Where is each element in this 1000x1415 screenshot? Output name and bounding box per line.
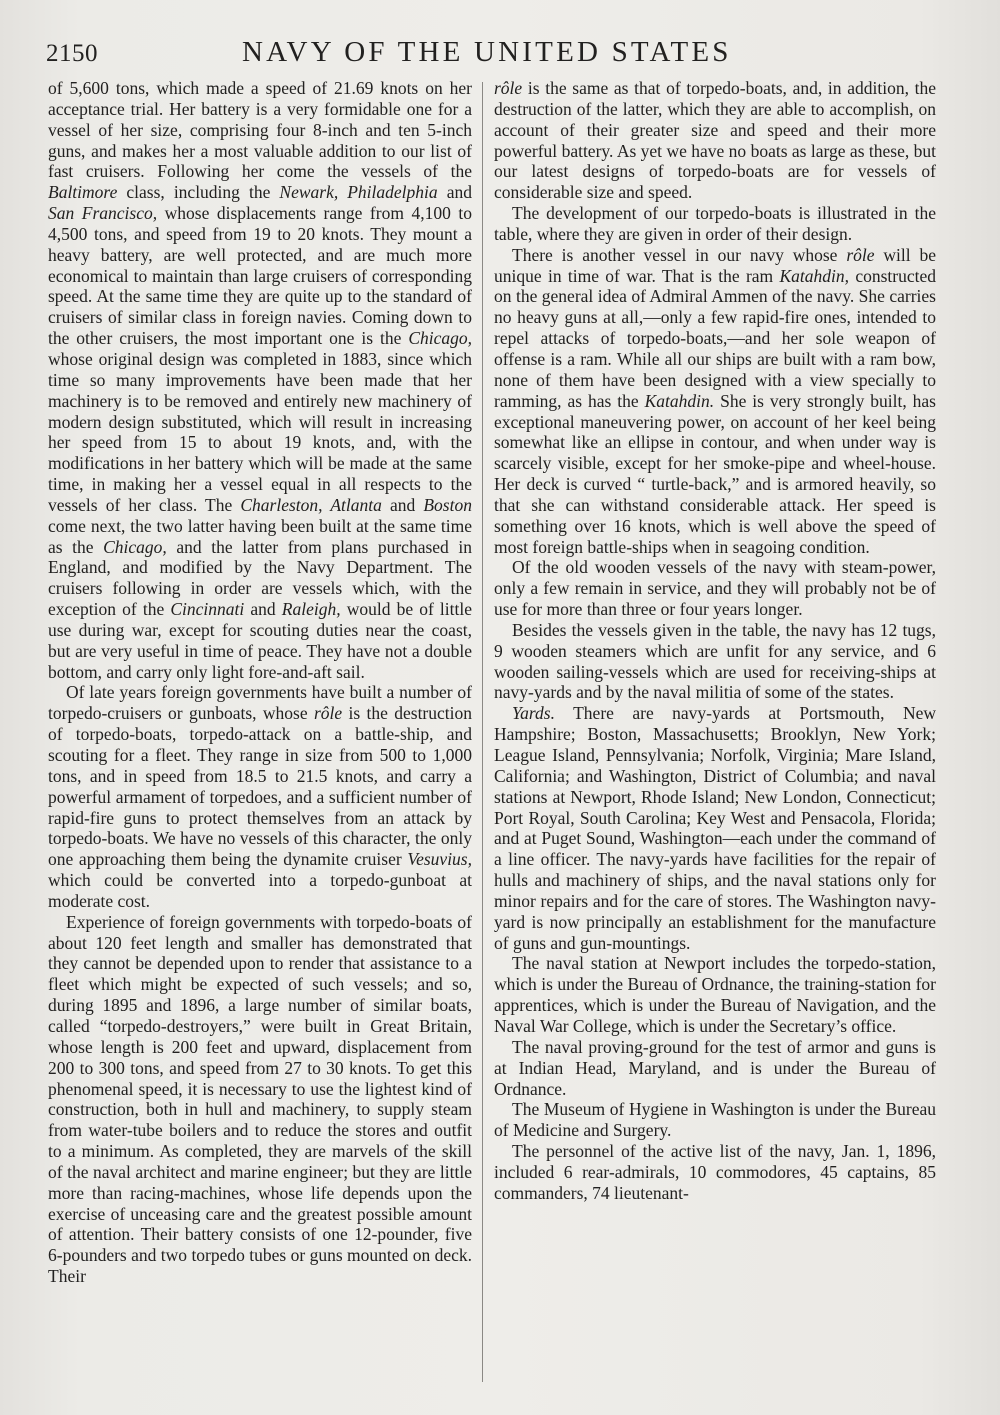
paragraph — [494, 78, 936, 203]
ship-name: Newark, Philadelphia — [279, 182, 438, 203]
text-run: The naval proving-ground for the test of armor and guns is at Indian Head, Maryland, and is under the Bureau of Ordnance. — [494, 1036, 936, 1099]
text-run: come next, the two latter having been built at the same time as the — [48, 515, 472, 557]
ship-name: Chicago, — [408, 328, 472, 349]
paragraph — [48, 682, 472, 911]
ship-name: Katahdin, — [779, 265, 850, 286]
right-column — [494, 78, 936, 1204]
paragraph — [494, 245, 936, 558]
text-run: The development of our torpedo-boats is illustrated in the table, where they are given in order of their design. — [494, 203, 936, 244]
text-run: is the same as that of torpedo-boats, and, in addition, the destruction of the latter, which they are able to accomplish, on account of their greater size and speed and their more powerful battery. As yet we have no boats as large as these, but our latest designs of torpedo-boats are for vessels of considerable size and speed. — [494, 78, 936, 203]
ship-name: Vesuvius, — [407, 849, 472, 870]
italic-term: rôle — [494, 78, 523, 98]
page-number: 2150 — [46, 40, 98, 67]
text-run: The personnel of the active list of the navy, Jan. 1, 1896, included 6 rear-admirals, 10 commodores, 45 captains, 85 commanders, 74 lieutenant- — [494, 1141, 936, 1203]
ship-name: San Francisco, — [48, 203, 158, 224]
section-heading: Yards. — [512, 703, 555, 724]
text-run: and the latter from plans purchased in England, and modified by the Navy Department. The cruisers following in order are vessels which, with the exception of the — [48, 536, 472, 620]
paragraph — [494, 1099, 936, 1141]
paragraph — [494, 620, 936, 703]
paragraph — [494, 953, 936, 1036]
paragraph — [494, 203, 936, 245]
paragraph — [494, 1037, 936, 1100]
text-run: and — [381, 494, 424, 515]
text-run: Besides the vessels given in the table, the navy has 12 tugs, 9 wooden steamers which are unfit for any service, and 6 wooden sailing-vessels which are used for receiving-ships at navy-yards and by the naval militia of some of the states. — [494, 619, 936, 703]
text-run: is the destruction of torpedo-boats, torpedo-attack on a battle-ship, and scouting for a fleet. They range in size from 500 to 1,000 tons, and in speed from 18.5 to 21.5 knots, and carry a powerful armament of torpedoes, and a sufficient number of rapid-fire guns to protect themselves from an attack by torpedo-boats. We have no vessels of this character, the only one approaching them being the dynamite cruiser — [48, 703, 472, 870]
text-run: The naval station at Newport includes the torpedo-station, which is under the Bureau of Ordnance, the training-station for apprentices, which is under the Bureau of Navigation, and the Naval War College, which is under the Secretary’s office. — [494, 953, 936, 1036]
ship-name: Chicago, — [103, 536, 167, 557]
italic-term: rôle — [313, 703, 343, 724]
ship-name: Boston — [423, 494, 472, 515]
ship-name: Cincinnati — [170, 599, 245, 620]
text-run: of 5,600 tons, which made a speed of 21.69 knots on her acceptance trial. Her battery is a very formidable one for a vessel of her size, comprising four 8-inch and ten 5-inch guns, and makes her a most valuable addition to our list of fast cruisers. Following her come the vessels of the — [48, 78, 472, 182]
text-run: Experience of foreign governments with torpedo-boats of about 120 feet length and smaller has demonstrated that they cannot be depended upon to render that assistance to a fleet which might be expected of such vessels; and so, during 1895 and 1896, a large number of similar boats, called “torpedo-destroyers,” were built in Great Britain, whose length is 200 feet and upward, displacement from 200 to 300 tons, and speed from 27 to 30 knots. To get this phenomenal speed, it is necessary to use the lightest kind of construction, both in hull and machinery, to supply steam from water-tube boilers and to reduce the stores and outfit to a minimum. As completed, they are marvels of the skill of the naval architect and marine engineer; but they are little more than racing-machines, whose life depends upon the exercise of unceasing care and the greatest possible amount of attention. Their battery consists of one 12-pounder, five 6-pounders and two torpedo tubes or guns mounted on deck. Their — [48, 911, 472, 1287]
left-column — [48, 78, 472, 1287]
text-run: The Museum of Hygiene in Washington is under the Bureau of Medicine and Surgery. — [494, 1099, 936, 1141]
ship-name: Katahdin. — [644, 390, 715, 411]
text-run: class, including the — [117, 182, 280, 203]
text-run: whose displacements range from 4,100 to 4,500 tons, and speed from 19 to 20 knots. They mount a heavy battery, are well protected, and are much more economical to maintain than large cruisers of corresponding speed. At the same time they are quite up to the standard of cruisers of similar class in foreign navies. Coming down to the other cruisers, the most important one is the — [48, 203, 472, 349]
running-title: NAVY OF THE UNITED STATES — [242, 36, 732, 68]
paragraph — [494, 1141, 936, 1204]
text-run: and — [437, 182, 472, 203]
text-run: She is very strongly built, has exceptional maneuvering power, on account of her keel being somewhat like an ellipse in contour, and when under way is scarcely visible, except for her smoke-pipe and wheel-house. Her deck is curved “ turtle-back,” and is armored heavily, so that she can withstand considerable attack. Her speed is something over 16 knots, which is well above the speed of most foreign battle-ships when in seagoing condition. — [494, 390, 936, 557]
text-run: There are navy-yards at Portsmouth, New Hampshire; Boston, Massachusetts; Brooklyn, New York; League Island, Pennsylvania; Norfolk, Virginia; Mare Island, California; and Washington, District of Columbia; and naval stations at Newport, Rhode Island; New London, Connecticut; Port Royal, South Carolina; Key West and Pensacola, Florida; and at Puget Sound, Washington—each under the command of a line officer. The navy-yards have facilities for the repair of hulls and machinery of ships, and the naval stations only for minor repairs and for the care of stores. The Washington navy-yard is now principally an establishment for the manufacture of guns and gun-mountings. — [494, 703, 936, 953]
text-run: Of the old wooden vessels of the navy with steam-power, only a few remain in service, and they will probably not be of use for more than three or four years longer. — [494, 557, 936, 620]
ship-name: Raleigh, — [281, 599, 341, 620]
paragraph — [48, 78, 472, 682]
text-run: which could be converted into a torpedo-gunboat at moderate cost. — [48, 870, 472, 911]
text-run: will be unique in time of war. That is the ram — [494, 244, 937, 286]
text-run: There is another vessel in our navy whose — [512, 244, 847, 265]
text-run: constructed on the general idea of Admiral Ammen of the navy. She carries no heavy guns at all,—only a few rapid-fire ones, intended to repel attacks of torpedo-boats,—and her sole weapon of offense is a ram. While all our ships are built with a ram bow, none of them have been designed with a view specially to ramming, as has the — [494, 265, 937, 411]
paragraph — [494, 703, 936, 953]
paragraph — [494, 557, 936, 620]
column-divider — [482, 82, 483, 1382]
ship-name: Charleston, Atlanta — [240, 494, 382, 515]
text-run: would be of little use during war, except for scouting duties near the coast, but are very useful in time of peace. They have not a double bottom, and carry only light fore-and-aft sail. — [48, 599, 472, 682]
ship-name: Baltimore — [48, 182, 118, 203]
page-header — [46, 36, 954, 76]
paragraph — [48, 912, 472, 1287]
text-run: whose original design was completed in 1883, since which time so many improvements have been made that her machinery is to be removed and entirely new machinery of modern design substituted, which will result in increasing her speed from 15 to about 19 knots, and, with the modifications in her battery which will be made at the same time, in making her a vessel equal in all respects to the vessels of her class. The — [48, 348, 472, 515]
italic-term: rôle — [846, 244, 875, 265]
text-run: Of late years foreign governments have built a number of torpedo-cruisers or gunboats, whose — [48, 682, 472, 724]
text-run: and — [244, 599, 282, 620]
